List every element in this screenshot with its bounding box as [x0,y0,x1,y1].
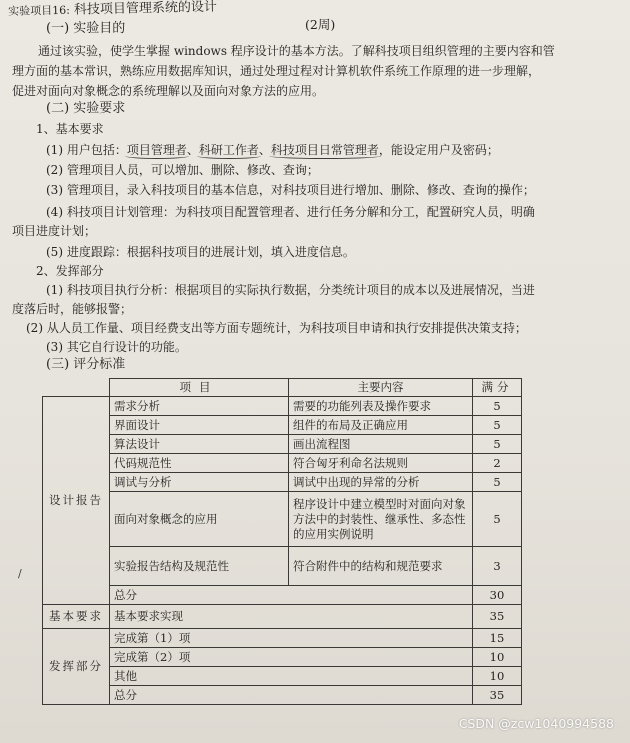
table-row [43,454,522,473]
section-grading-heading: (三) 评分标准 [46,357,126,372]
duration-label: (2周) [305,17,336,32]
extension-item-3: (3) 其它自行设计的功能。 [46,340,187,354]
table-row [43,629,522,648]
purpose-line-2: 理方面的基本常识，熟练应用数据库知识，通过处理过程对计算机软件系统工作原理的进一步理解， [12,64,541,78]
table-row [43,473,522,492]
basic-item-4-line-1: (4) 科技项目计划管理：为科技项目配置管理者、进行任务分解和分工，配置研究人员，明确 [46,205,535,219]
score-cell: 10 [473,648,522,667]
score-cell: 3 [473,547,522,586]
section-purpose-heading: (一) 实验目的 [46,21,126,36]
item-cell: 需求分析 [110,397,289,416]
item-cell: 面向对象概念的应用 [110,492,289,547]
content-cell: 符合匈牙利命名法规则 [289,454,473,473]
score-cell: 5 [473,492,522,547]
basic-requirements-heading: 1、基本要求 [36,122,104,136]
content-cell: 符合附件中的结构和规范要求 [289,547,473,586]
basic-score-cell: 35 [473,605,522,629]
item-cell: 算法设计 [110,435,289,454]
basic-item-cell: 基本要求实现 [110,605,473,629]
table-row [43,648,522,667]
table-row [43,605,522,629]
title-prefix: 实验项目16: [8,3,70,18]
item-cell: 实验报告结构及规范性 [110,547,289,586]
group-design-report: 设计报告 [43,397,110,605]
csdn-watermark: CSDN @zcw1040994588 [458,716,614,731]
content-cell: 组件的布局及正确应用 [289,416,473,435]
table-row [43,492,522,547]
section-requirements-heading: (二) 实验要求 [46,101,126,116]
table-row [43,435,522,454]
basic-item-5: (5) 进度跟踪：根据科技项目的进展计划，填入进度信息。 [46,245,355,259]
ext-item-cell: 其他 [110,667,473,686]
basic-item-1-prefix: (1) 用户包括： [46,143,127,157]
basic-item-1-suffix: ，能设定用户及密码； [378,143,499,157]
ext-total-label: 总分 [110,686,473,705]
item-cell: 代码规范性 [110,454,289,473]
table-row [43,667,522,686]
table-row [43,547,522,586]
header-project: 项目 [110,379,289,397]
user-role-daily-manager: 科技项目日常管理者 [270,143,379,157]
extension-item-1-line-1: (1) 科技项目执行分析：根据项目的实际执行数据，分类统计项目的成本以及进展情况，当进 [46,283,535,297]
content-cell: 需要的功能列表及操作要求 [289,397,473,416]
empty-corner-cell [43,379,110,397]
purpose-line-3: 促进对面向对象概念的系统理解以及面向对象方法的应用。 [12,84,325,98]
experiment-title [8,0,217,19]
score-cell: 10 [473,667,522,686]
extension-heading: 2、发挥部分 [36,264,104,278]
score-cell: 5 [473,435,522,454]
content-cell: 调试中出现的异常的分析 [289,473,473,492]
ext-item-cell: 完成第（1）项 [110,629,473,648]
basic-item-1 [46,143,499,158]
table-row [43,397,522,416]
title-main: 科技项目管理系统的设计 [73,0,218,18]
content-cell: 程序设计中建立模型时对面向对象方法中的封装性、继承性、多态性的应用实例说明 [289,492,473,547]
table-header-row [43,379,522,397]
separator: 、 [258,143,271,157]
score-cell: 5 [473,473,522,492]
table-row [43,416,522,435]
content-cell: 画出流程图 [289,435,473,454]
table-row-total [43,586,522,605]
ext-item-cell: 完成第（2）项 [110,648,473,667]
margin-mark: / [18,567,22,580]
header-content: 主要内容 [289,379,473,397]
user-role-researcher: 科研工作者 [198,143,259,157]
design-total-score: 30 [473,586,522,605]
user-role-project-manager: 项目管理者 [126,143,187,157]
header-score: 满分 [473,379,522,397]
basic-item-4-line-2: 项目进度计划； [12,224,97,238]
item-cell: 界面设计 [110,416,289,435]
table-row-total [43,686,522,705]
basic-item-3: (3) 管理项目，录入科技项目的基本信息，对科技项目进行增加、删除、修改、查询的操作； [46,183,535,197]
ext-total-score: 35 [473,686,522,705]
extension-item-1-line-2: 度落后时，能够报警； [12,302,133,316]
score-cell: 5 [473,416,522,435]
grading-table [42,378,522,705]
design-total-label: 总分 [110,586,473,605]
extension-item-2: (2) 从人员工作量、项目经费支出等方面专题统计，为科技项目申请和执行安排提供决策支持； [26,321,527,335]
basic-item-2: (2) 管理项目人员，可以增加、删除、修改、查询； [46,163,319,177]
group-basic-requirements: 基本要求 [43,605,110,629]
score-cell: 2 [473,454,522,473]
separator: 、 [186,143,199,157]
score-cell: 15 [473,629,522,648]
score-cell: 5 [473,397,522,416]
item-cell: 调试与分析 [110,473,289,492]
purpose-line-1: 通过该实验，使学生掌握 windows 程序设计的基本方法。了解科技项目组织管理的主要内容和管 [38,44,555,58]
group-extension: 发挥部分 [43,629,110,705]
